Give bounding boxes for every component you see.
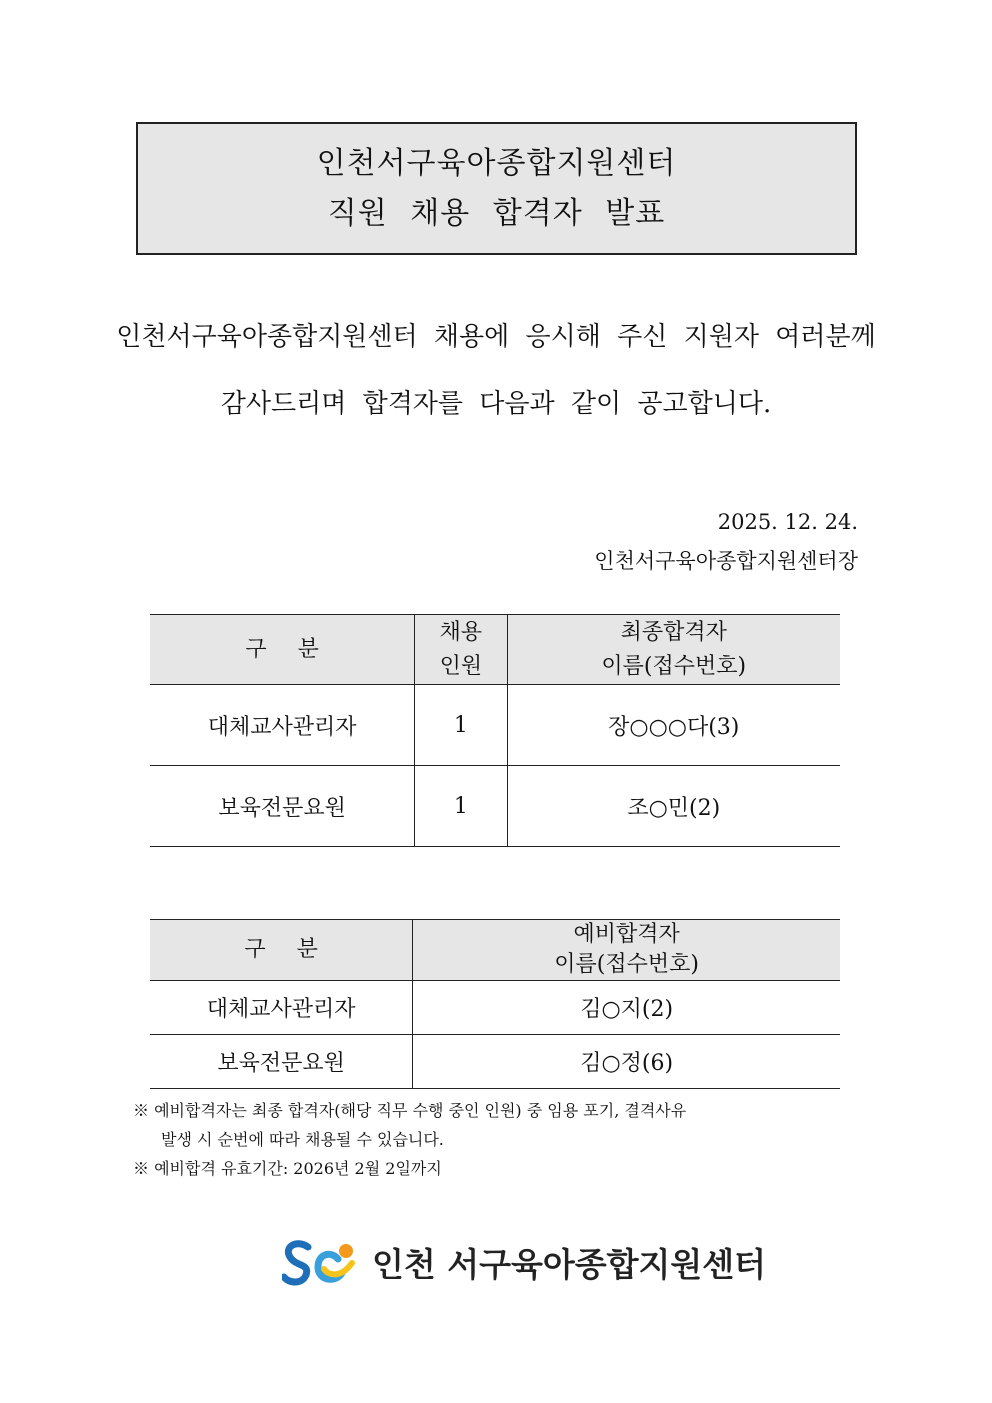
issuer: 인천서구육아종합지원센터장 [594,549,858,573]
cell-category: 보육전문요원 [150,1035,413,1089]
notes [133,1096,686,1183]
table-row [150,1035,840,1089]
intro-line-1: 인천서구육아종합지원센터 채용에 응시해 주신 지원자 여러분께 [116,322,876,352]
header-category: 구 분 [150,615,415,685]
cell-category: 대체교사관리자 [150,685,415,766]
reserve-results-table [150,919,840,1089]
intro-line-2: 감사드리며 합격자를 다음과 같이 공고합니다. [220,389,772,419]
header-final-line2: 이름(접수번호) [601,653,747,679]
announcement-date: 2025. 12. 24. [717,510,858,534]
cell-category: 보육전문요원 [150,766,415,847]
header-reserve-line1: 예비합격자 [573,922,680,947]
header-final [507,615,840,685]
title-box [136,122,857,255]
cell-name: 장○○○다(3) [608,714,740,740]
header-count-line1: 채용 [439,619,483,645]
cell-category: 대체교사관리자 [150,981,413,1035]
cell-name: 김○정(6) [580,1051,674,1076]
logo-text: 인천 서구육아종합지원센터 [372,1244,767,1284]
header-category: 구 분 [150,920,413,981]
title-line-2: 직원 채용 합격자 발표 [327,195,666,231]
header-count [415,615,507,685]
header-count-line2: 인원 [439,653,483,679]
cell-count: 1 [415,766,507,847]
note-1-line-1: ※ 예비합격자는 최종 합격자(해당 직무 수행 중인 인원) 중 임용 포기, 결격사유 [133,1101,687,1120]
title-line-1: 인천서구육아종합지원센터 [316,145,677,181]
cell-count: 1 [415,685,507,766]
header-reserve-line2: 이름(접수번호) [554,952,699,977]
header-reserve [413,920,840,981]
cell-name: 김○지(2) [580,997,674,1022]
note-2: ※ 예비합격 유효기간: 2026년 2월 2일까지 [133,1159,442,1178]
table-row [150,685,840,766]
final-results-table [150,614,840,847]
note-1-line-2: 발생 시 순번에 따라 채용될 수 있습니다. [161,1130,444,1149]
header-final-line1: 최종합격자 [620,619,727,645]
cell-name: 조○민(2) [627,795,721,821]
table-row [150,981,840,1035]
footer-logo [282,1237,766,1287]
table-row [150,766,840,847]
table-header-row [150,920,840,981]
sc-logo-icon [282,1237,358,1287]
table-header-row [150,615,840,685]
